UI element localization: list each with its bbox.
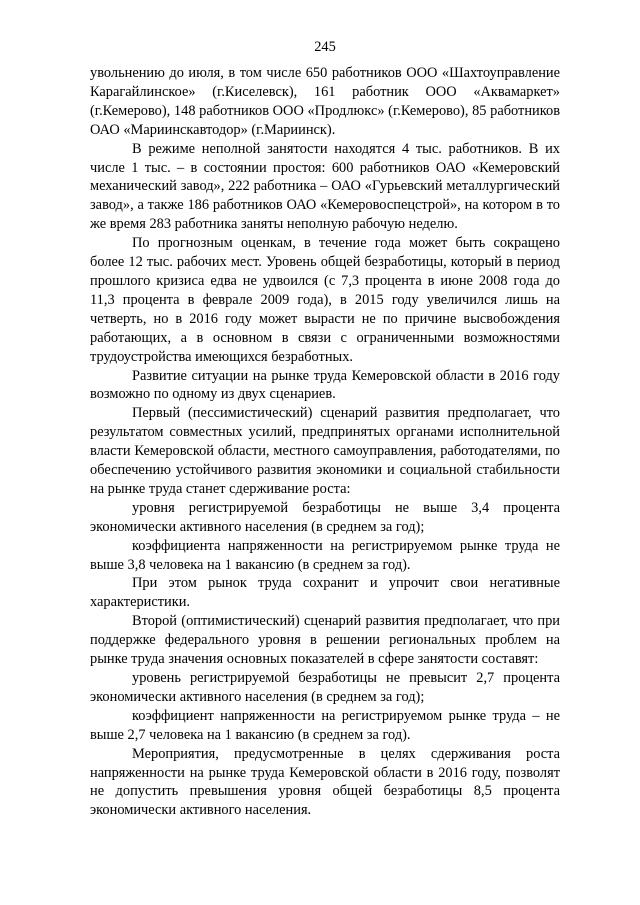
paragraph-optimistic-scenario: Второй (оптимистический) сценарий развития предполагает, что при поддержке федерального уровня в решении региональных проблем на рынке труда значения основных показателей в сфере занятости составят: xyxy=(90,613,560,668)
page-number: 245 xyxy=(314,39,336,55)
paragraph-forecast: По прогнозным оценкам, в течение года может быть сокращено более 12 тыс. рабочих мест. Уровень общей безработицы, который в период прошлого кризиса едва не удвоился (с 7,3 процента в июне 2008 года до 11,3 процента в феврале 2009 года), в 2015 году увеличился лишь на четверть, но в 2016 году может вырасти не по причине высвобождения работающих, а в основном в связи с ограниченными возможностями трудоустройства имеющихся безработных. xyxy=(90,235,560,365)
list-item-optimistic-tension: коэффициент напряженности на регистрируемом рынке труда – не выше 2,7 человека на 1 вакансию (в среднем за год). xyxy=(90,707,560,743)
document-body xyxy=(90,64,560,820)
list-item-pessimistic-unemployment: уровня регистрируемой безработицы не выше 3,4 процента экономически активного населения (в среднем за год); xyxy=(90,499,560,535)
list-item-pessimistic-tension: коэффициента напряженности на регистрируемом рынке труда не выше 3,8 человека на 1 вакансию (в среднем за год). xyxy=(90,537,560,573)
list-item-optimistic-unemployment: уровень регистрируемой безработицы не превысит 2,7 процента экономически активного населения (в среднем за год); xyxy=(90,670,560,705)
paragraph-layoffs-continued: увольнению до июля, в том числе 650 работников ООО «Шахтоуправление Карагайлинское» (г.Киселевск), 161 работник ООО «Аквамаркет» (г.Кемерово), 148 работников ООО «Продлюкс» (г.Кемерово), 85 работников ОАО «Мариинскавтодор» (г.Мариинск). xyxy=(90,65,560,138)
paragraph-scenarios-intro: Развитие ситуации на рынке труда Кемеровской области в 2016 году возможно по одному из двух сценариев. xyxy=(90,367,560,403)
paragraph-pessimistic-scenario: Первый (пессимистический) сценарий развития предполагает, что результатом совместных усилий, предпринятых органами исполнительной власти Кемеровской области, местного самоуправления, работодателями, по обеспечению устойчивого развития экономики и социальной стабильности на рынке труда станет сдерживание роста: xyxy=(90,405,560,497)
paragraph-measures: Мероприятия, предусмотренные в целях сдерживания роста напряженности на рынке труда Кемеровской области в 2016 году, позволят не допустить превышения уровня общей безработицы 8,5 процента экономически активного населения. xyxy=(90,745,560,819)
paragraph-part-time-employment: В режиме неполной занятости находятся 4 тыс. работников. В их числе 1 тыс. – в состоянии простоя: 600 работников ОАО «Кемеровский механический завод», 222 работника – ОАО «Гурьевский металлургический завод», а также 186 работников ОАО «Кемеровоспецстрой», на котором в то же время 283 работника заняты неполную рабочую неделю. xyxy=(90,140,560,233)
paragraph-pessimistic-consequence: При этом рынок труда сохранит и упрочит свои негативные характеристики. xyxy=(90,575,560,611)
